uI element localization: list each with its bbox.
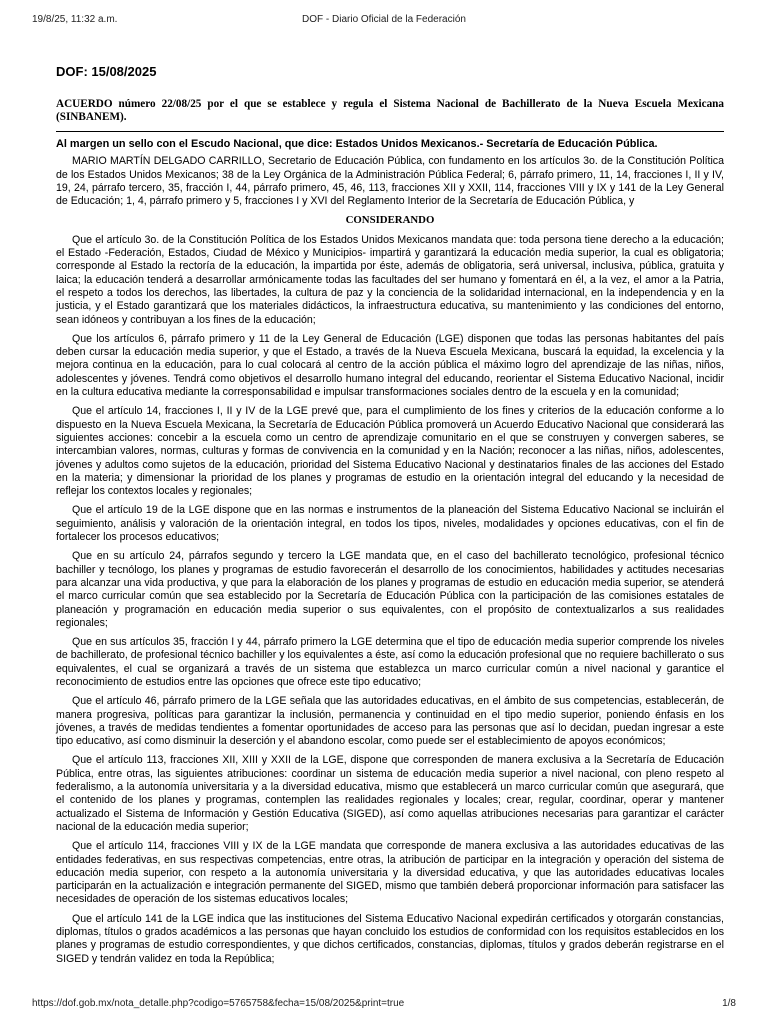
considerando-paragraph: Que en sus artículos 35, fracción I y 44, párrafo primero la LGE determina que el tipo de educación media superior comprende los niveles de bachillerato, de profesional técnico bachiller y los equivalentes a éste, así como la educación profesional que no requiere bachillerato o sus equivalentes, el cual se organizará a través de un sistema que establezca un marco curricular común a nivel nacional y garantice el reconocimiento de estudios entre las opciones que ofrece este tipo educativo;: [56, 636, 724, 688]
print-header: [32, 14, 736, 30]
considerando-heading: CONSIDERANDO: [345, 214, 435, 227]
print-datetime: 19/8/25, 11:32 a.m.: [32, 14, 118, 25]
considerando-paragraph: Que el artículo 3o. de la Constitución Política de los Estados Unidos Mexicanos mandata que: toda persona tiene derecho a la educación; el Estado -Federación, Estados, Ciudad de México y Municipios- impartirá y garantizará la educación media superior, la cual es obligatoria; corresponde al Estado la rectoría de la educación, la impartida por éste, además de obligatoria, será universal, inclusiva, pública, gratuita y laica; la educación tenderá a desarrollar armónicamente todas las facultades del ser humano y fomentará en él, a la vez, el amor a la Patria, el respeto a todos los derechos, las libertades, la cultura de paz y la conciencia de la solidaridad internacional, en la independencia y en la justicia, y el Estado garantizará que los materiales didácticos, la infraestructura educativa, su mantenimiento y las condiciones del entorno, sean idóneos y contribuyan a los fines de la educación;: [56, 233, 724, 326]
considerando-paragraph: Que el artículo 14, fracciones I, II y IV de la LGE prevé que, para el cumplimiento de los fines y criterios de la educación conforme a lo dispuesto en la Nueva Escuela Mexicana, la Secretaría de Educación Pública promoverá un Acuerdo Educativo Nacional que considerará las siguientes acciones: concebir a la escuela como un centro de aprendizaje comunitario en el que se construyen y convergen saberes, se intercambian valores, normas, culturas y formas de convivencia en la comunidad y en la Nación; reconocer a las niñas, niños, adolescentes, jóvenes y adultos como sujetos de la educación, prioridad del Sistema Educativo Nacional y destinatarios finales de las acciones del Estado en la materia; y dimensionar la prioridad de los planes y programas de estudio en la orientación integral del educando y la necesidad de reflejar los contextos locales y regionales;: [56, 405, 724, 498]
print-url: https://dof.gob.mx/nota_detalle.php?codigo=5765758&fecha=15/08/2025&print=true: [32, 998, 405, 1009]
considerando-paragraph: Que los artículos 6, párrafo primero y 11 de la Ley General de Educación (LGE) disponen que todas las personas habitantes del país deben cursar la educación media superior, y que el Estado, a través de la Nueva Escuela Mexicana, buscará la equidad, la excelencia y la mejora continua en la educación, para lo cual colocará al centro de la acción pública el máximo logro del aprendizaje de las niñas, niños, adolescentes y jóvenes. Tendrá como objetivos el desarrollo humano integral del educando, reorientar el Sistema Educativo Nacional, incidir en la cultura educativa mediante la corresponsabilidad e impulsar transformaciones sociales dentro de la escuela y en la comunidad;: [56, 332, 724, 399]
considerando-paragraph: Que el artículo 113, fracciones XII, XIII y XXII de la LGE, dispone que corresponden de manera exclusiva a la Secretaría de Educación Pública, entre otras, las siguientes atribuciones: coordinar un sistema de educación media superior a nivel nacional, con pleno respeto al federalismo, a la autonomía universitaria y a la diversidad educativa, mismo que establecerá un marco curricular común que asegurará, que el contenido de los planes y programas, contemplen las realidades regionales y locales; crear, regular, coordinar, operar y mantener actualizado el Sistema de Información y Gestión Educativa (SIGED), así como aquellas atribuciones necesarias para garantizar el carácter nacional de la educación media superior;: [56, 754, 724, 833]
dof-date: DOF: 15/08/2025: [56, 64, 157, 79]
considerando-paragraph: Que el artículo 19 de la LGE dispone que en las normas e instrumentos de la planeación del Sistema Educativo Nacional se incluirán el seguimiento, análisis y valoración de la orientación integral, en todos los tipos, niveles, modalidades y opciones educativas, con el fin de fortalecer los procesos educativos;: [56, 504, 724, 544]
page-number: 1/8: [722, 998, 736, 1009]
considerando-paragraph: Que el artículo 114, fracciones VIII y IX de la LGE mandata que corresponde de manera exclusiva a las autoridades educativas de las entidades federativas, en sus respectivas competencias, entre otras, la atribución de participar en la integración y operación del sistema de educación media superior, con respeto a la autonomía universitaria y la diversidad educativa, y que las autoridades educativas locales participarán en la actualización e integración permanente del SIGED, mismo que también deberá proporcionar información para satisfacer las necesidades de operación de los sistemas educativos locales;: [56, 840, 724, 906]
print-page-title: DOF - Diario Oficial de la Federación: [302, 14, 466, 25]
seal-notice: Al margen un sello con el Escudo Nacional, que dice: Estados Unidos Mexicanos.- Secretaría de Educación Pública.: [56, 138, 658, 150]
intro-paragraph: MARIO MARTÍN DELGADO CARRILLO, Secretario de Educación Pública, con fundamento en los artículos 3o. de la Constitución Política de los Estados Unidos Mexicanos; 38 de la Ley Orgánica de la Administración Pública Federal; 6, párrafo primero, 11, 14, fracciones I, II y IV, 19, 24, párrafo tercero, 35, fracción I, 44, párrafo primero, 45, 46, 113, fracciones XII y XXII, 114, fracciones VIII y IX y 141 de la Ley General de Educación; 1, 4, párrafo primero y 5, fracciones I y XVI del Reglamento Interior de la Secretaría de Educación Pública, y: [56, 155, 724, 208]
print-footer: [32, 998, 736, 1012]
considerando-paragraph: Que el artículo 141 de la LGE indica que las instituciones del Sistema Educativo Nacional expedirán certificados y otorgarán constancias, diplomas, títulos o grados académicos a las personas que hayan concluido los estudios de conformidad con los requisitos establecidos en los planes y programas de estudio correspondientes, y que dichos certificados, constancias, diplomas, títulos y grados deberán registrarse en el SIGED y tendrán validez en toda la República;: [56, 912, 724, 965]
considerando-paragraph: Que en su artículo 24, párrafos segundo y tercero la LGE mandata que, en el caso del bachillerato tecnológico, profesional técnico bachiller y tecnólogo, los planes y programas de estudio favorecerán el desarrollo de los conocimientos, habilidades y actitudes necesarias para alcanzar una vida productiva, y que para la elaboración de los planes y programas de estudio en educación media superior, se atenderá el marco curricular común que sea establecido por la Secretaría de Educación Pública con la participación de las comisiones estatales de planeación y programación en educación media superior o sus equivalentes, con el propósito de contextualizarlos a sus realidades regionales;: [56, 550, 724, 629]
considerando-paragraph: Que el artículo 46, párrafo primero de la LGE señala que las autoridades educativas, en el ámbito de sus competencias, establecerán, de manera progresiva, políticas para garantizar la inclusión, permanencia y continuidad en el tipo medio superior, poniendo énfasis en los jóvenes, a través de medidas tendientes a fomentar oportunidades de acceso para las personas que así lo decidan, puedan ingresar a este tipo educativo, así como disminuir la deserción y el abandono escolar, como puede ser el establecimiento de apoyos económicos;: [56, 695, 724, 748]
title-divider: [56, 131, 724, 132]
acuerdo-title: ACUERDO número 22/08/25 por el que se establece y regula el Sistema Nacional de Bachillerato de la Nueva Escuela Mexicana (SINBANEM).: [56, 98, 724, 123]
document-body: [56, 138, 724, 972]
